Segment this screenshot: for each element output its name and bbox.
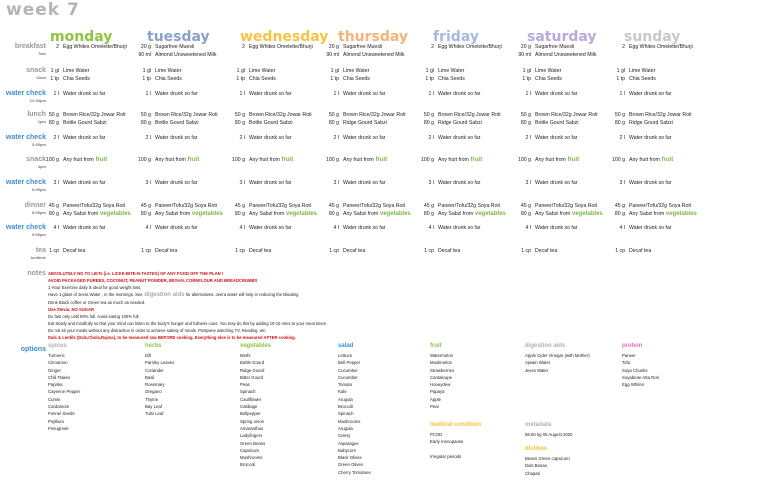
note-line: AVOID PACKAGED PUREES, COCONUT, PEANUT POWDER, BESAN, CORNFLOUR AND BREADCRUMBS	[48, 278, 258, 283]
option-item: Asparagus	[338, 440, 359, 446]
option-item: Spring onion	[240, 418, 265, 424]
option-item: Broccoli	[338, 404, 354, 410]
option-item: Jeera Water	[525, 367, 549, 373]
meal-cell: 50 g Brown Rice/32g Jowar Roti 80 g Bottle Gourd Sabzi	[234, 112, 312, 126]
day-header-monday: monday	[50, 29, 113, 45]
option-item: Cabbage	[240, 404, 258, 410]
meal-cell: 1 l Water drunk so far	[525, 91, 578, 97]
meal-cell: 1 gl Lime Water 1 tp Chia Seeds	[425, 68, 465, 82]
meal-cell: 1 l Water drunk so far	[333, 91, 386, 97]
note-line: 1 Hour Exercise daily is ideal for good weight loss.	[48, 285, 142, 290]
row-label: water check 3:30pm	[5, 134, 46, 147]
option-item: Green Olives	[338, 462, 364, 468]
meal-cell: 50 g Brown Rice/32g Jowar Roti 80 g Ridge Gourd Sabzi	[423, 112, 501, 126]
option-item: Cinnamon	[48, 360, 68, 366]
option-item: Arugula	[338, 425, 353, 431]
option-item: Honeydew	[430, 382, 451, 388]
meal-cell: 1 cp Decaf tea	[424, 248, 461, 254]
row-label: water check 9:00pm	[5, 224, 46, 237]
meal-cell: 3 l Water drunk so far	[53, 180, 106, 186]
option-item: Spinach	[338, 411, 354, 417]
meal-cell: 3 l Water drunk so far	[239, 180, 292, 186]
option-item: Chapati	[525, 470, 540, 476]
meal-cell: 45 g Paneer/Tofu/32g Soya Roti 80 g Any Sabzi from vegetables	[140, 203, 223, 217]
option-item: Kale	[338, 389, 347, 395]
option-item: Cumin	[48, 396, 61, 402]
option-item: PCOD	[430, 432, 443, 437]
meal-cell: 50 g Brown Rice/32g Jowar Roti 80 g Ridge Gourd Sabzi	[614, 112, 692, 126]
option-section-title: vegetables	[240, 343, 272, 349]
meal-cell: 1 cp Decaf tea	[329, 248, 366, 254]
meal-cell: 50 g Brown Rice/32g Jowar Roti 80 g Bottle Gourd Sabzi	[48, 112, 126, 126]
option-section-title: herbs	[145, 343, 162, 349]
meal-cell: 2 Egg Whites Omelette/Bhurji	[56, 44, 127, 50]
row-label: dinner 8:00pm	[24, 202, 46, 215]
meal-cell: 45 g Paneer/Tofu/32g Soya Roti 80 g Any Sabzi from vegetables	[614, 203, 697, 217]
option-item: Psyllium	[48, 418, 64, 424]
meal-cell: 45 g Paneer/Tofu/32g Soya Roti 80 g Any Sabzi from vegetables	[520, 203, 603, 217]
notes-block	[48, 270, 368, 341]
meal-cell: 1 gl Lime Water 1 tp Chia Seeds	[236, 68, 276, 82]
option-list	[240, 352, 265, 469]
meal-cell: 4 l Water drunk so far	[333, 225, 386, 231]
notes-label: notes	[27, 270, 46, 277]
meal-cell: 50 g Brown Rice/32g Jowar Roti 80 g Bottle Gourd Sabzi	[520, 112, 598, 126]
option-item: Mushrooms	[338, 418, 361, 424]
meal-cell: 2 l Water drunk so far	[333, 135, 386, 141]
meal-cell: 1 gl Lime Water 1 tp Chia Seeds	[50, 68, 90, 82]
option-item: Paprika	[48, 382, 63, 388]
option-item: Ginger	[48, 367, 61, 373]
option-item: Watermelon	[430, 353, 454, 358]
option-section-title: digestion aids	[525, 343, 566, 349]
option-list	[430, 352, 454, 410]
meal-cell: 4 l Water drunk so far	[145, 225, 198, 231]
row-label: snack 4pm	[26, 156, 46, 169]
option-item: Cayenne Pepper	[48, 389, 81, 395]
option-item: Ajwain Water	[525, 360, 551, 366]
option-item: Methi	[240, 353, 251, 358]
meal-cell: 45 g Paneer/Tofu/32g Soya Roti 80 g Any Sabzi from vegetables	[48, 203, 131, 217]
meal-cell: 45 g Paneer/Tofu/32g Soya Roti 80 g Any Sabzi from vegetables	[423, 203, 506, 217]
meal-cell: 4 l Water drunk so far	[619, 225, 672, 231]
option-item: Dill	[145, 353, 151, 358]
day-header-friday: friday	[433, 29, 479, 45]
meal-cell: 100 g Any fruit from fruit	[46, 157, 108, 163]
option-section-title: metadata	[525, 422, 552, 428]
option-list	[622, 352, 659, 388]
meal-cell: 1 gl Lime Water 1 tp Chia Seeds	[330, 68, 370, 82]
week-title: week 7	[6, 0, 80, 20]
option-item: Spinach	[240, 389, 256, 395]
option-item: Dals Besan	[525, 463, 547, 469]
option-list	[338, 352, 371, 476]
option-item: Fennel Seeds	[48, 411, 75, 417]
meal-cell: 20 g Sugarfree Muesli 90 ml Almond Unsweetened Milk	[138, 44, 217, 58]
note-line: Do not sit your meals without any distraction in order to achieve satiety of meals. Postpone watching TV, Reading, etc.	[48, 328, 267, 333]
option-item: Thyme	[145, 396, 159, 402]
option-item: Mushrooms	[240, 455, 263, 461]
meal-cell: 1 gl Lime Water 1 tp Chia Seeds	[142, 68, 182, 82]
option-item: Black Olives	[338, 455, 362, 461]
meal-cell: 1 l Water drunk so far	[145, 91, 198, 97]
option-item: Ridge Gourd	[240, 367, 265, 373]
meal-cell: 100 g Any fruit from fruit	[232, 157, 294, 163]
row-label: tea bedtime	[30, 247, 46, 260]
option-item: Bay Leaf	[145, 404, 162, 410]
meal-cell: 3 l Water drunk so far	[333, 180, 386, 186]
option-item: Egg Whites	[622, 382, 644, 388]
row-label: breakfast 7am	[14, 43, 46, 56]
option-item: 58.60 kg 05 August 2020	[525, 432, 573, 437]
meal-cell: 2 l Water drunk so far	[53, 135, 106, 141]
option-section-title: salad	[338, 343, 354, 349]
option-item: Apple Cider Vinegar (with Mother)	[525, 353, 590, 358]
option-list	[525, 431, 573, 438]
note-line: ABSOLUTELY NO TO LIETs (i.e. LICKE-BITE-N-TASTES) OF ANY FOOD OFF THE PLAN !	[48, 271, 224, 276]
option-item: Broccoli	[240, 462, 256, 468]
meal-cell: 1 l Water drunk so far	[428, 91, 481, 97]
meal-cell: 1 l Water drunk so far	[239, 91, 292, 97]
meal-cell: 2 l Water drunk so far	[525, 135, 578, 141]
day-header-wednesday: wednesday	[240, 29, 329, 45]
meal-cell: 2 l Water drunk so far	[145, 135, 198, 141]
option-item: Soya Chunks	[622, 367, 648, 373]
meal-cell: 100 g Any fruit from fruit	[421, 157, 483, 163]
option-item: Cauliflower	[240, 396, 262, 402]
options-label: options	[20, 346, 46, 353]
meal-cell: 2 l Water drunk so far	[619, 135, 672, 141]
meal-cell: 20 g Sugarfree Muesli 90 ml Almond Unsweetened Milk	[326, 44, 405, 58]
option-list	[525, 455, 570, 477]
option-item: Oregano	[145, 389, 162, 395]
option-item: Basil	[145, 374, 155, 380]
meal-cell: 50 g Brown Rice/32g Jowar Roti 80 g Ridge Gourd Sabzi	[328, 112, 406, 126]
option-item: Cherry Tomatoes	[338, 469, 371, 475]
option-list	[525, 352, 590, 374]
meal-cell: 2 Egg Whites Omelette/Bhurji	[242, 44, 313, 50]
meal-cell: 100 g Any fruit from fruit	[326, 157, 388, 163]
meal-cell: 45 g Paneer/Tofu/32g Soya Roti 80 g Any Sabzi from vegetables	[234, 203, 317, 217]
option-item: Ladyfingers	[240, 433, 263, 439]
meal-cell: 3 l Water drunk so far	[145, 180, 198, 186]
day-header-thursday: thursday	[338, 29, 409, 45]
option-item: Tulsi Leaf	[145, 411, 164, 417]
day-header-tuesday: tuesday	[147, 29, 210, 45]
day-header-saturday: saturday	[527, 29, 597, 45]
note-line: Use Stevia. NO SUGAR	[48, 307, 95, 312]
meal-cell: 4 l Water drunk so far	[53, 225, 106, 231]
option-item: Rosemary	[145, 382, 165, 388]
option-item: Irregular periods	[430, 453, 462, 459]
meal-cell: 1 cp Decaf tea	[49, 248, 86, 254]
meal-cell: 4 l Water drunk so far	[239, 225, 292, 231]
note-line: Drink Black coffee or Green tea as much as needed.	[48, 300, 146, 305]
option-item: Capsicum	[240, 447, 260, 453]
meal-cell: 100 g Any fruit from fruit	[612, 157, 674, 163]
option-item: Strawberries	[430, 367, 455, 373]
option-section-title: protein	[622, 343, 643, 349]
option-item: Parsley Leaves	[145, 360, 175, 366]
meal-cell: 1 cp Decaf tea	[235, 248, 272, 254]
meal-cell: 50 g Brown Rice/32g Jowar Roti 80 g Bottle Gourd Sabzi	[140, 112, 218, 126]
option-list	[48, 352, 80, 432]
option-item: Paneer	[622, 353, 636, 358]
meal-cell: 2 l Water drunk so far	[239, 135, 292, 141]
option-section-title: dislikes	[525, 446, 548, 452]
option-item	[430, 446, 463, 453]
option-item: Apple	[430, 396, 441, 402]
option-item: Early menopause	[430, 439, 464, 445]
option-item: Cardamom	[48, 404, 70, 410]
meal-cell: 2 Egg Whites Omelette/Bhurji	[622, 44, 693, 50]
option-item: Arugula	[338, 396, 353, 402]
meal-cell: 3 l Water drunk so far	[525, 180, 578, 186]
option-item: Beans Green capsicum	[525, 456, 570, 461]
option-item: Cucumber	[338, 367, 358, 373]
option-item: Pear	[430, 404, 440, 410]
meal-cell: 3 l Water drunk so far	[428, 180, 481, 186]
option-item: Green Beans	[240, 440, 266, 446]
meal-cell: 4 l Water drunk so far	[428, 225, 481, 231]
option-item: Cucumber	[338, 374, 358, 380]
row-label: snack 11am	[26, 67, 46, 80]
option-item: Bottle Gourd	[240, 360, 265, 366]
meal-cell: 100 g Any fruit from fruit	[138, 157, 200, 163]
option-item: Papaya	[430, 389, 445, 395]
meal-cell: 1 l Water drunk so far	[619, 91, 672, 97]
option-item: Coriander	[145, 367, 164, 373]
meal-cell: 1 l Water drunk so far	[53, 91, 106, 97]
note-line: Eat slowly and mindfully so that your mind can listen to the body's hunger and fullness cues. You may do this by adding 10-15 mins to your meal times.	[48, 321, 327, 326]
option-item: Turmeric	[48, 353, 65, 358]
meal-cell: 1 gl Lime Water 1 tp Chia Seeds	[616, 68, 656, 82]
option-item: Bell Pepper	[338, 360, 361, 366]
meal-cell: 2 Egg Whites Omelette/Bhurji	[431, 44, 502, 50]
option-item: Lettuce	[338, 353, 353, 358]
option-item: Chili Flakes	[48, 374, 71, 380]
option-item: Amaranthus	[240, 425, 264, 431]
meal-cell: 45 g Paneer/Tofu/32g Soya Roti 80 g Any Sabzi from vegetables	[328, 203, 411, 217]
option-item: Babycorn	[338, 447, 357, 453]
note-line: Dals & Lentils (Dals,Chola,Rajma), to be measured raw BEFORE cooking. Everything else is to be measured AFTER cooking.	[48, 335, 296, 340]
meal-cell: 100 g Any fruit from fruit	[518, 157, 580, 163]
meal-cell: 1 gl Lime Water 1 tp Chia Seeds	[522, 68, 562, 82]
option-list	[145, 352, 174, 418]
option-item: Celery	[338, 433, 351, 439]
option-item: Bitter Gourd	[240, 374, 264, 380]
meal-cell: 3 l Water drunk so far	[619, 180, 672, 186]
meal-cell: 1 cp Decaf tea	[615, 248, 652, 254]
option-item: Muskmelon	[430, 360, 452, 366]
note-line: Do fast only until 80% full. Avoid eating 100% full.	[48, 314, 140, 319]
meal-cell: 1 cp Decaf tea	[141, 248, 178, 254]
option-item: Tomato	[338, 382, 353, 388]
option-item: Peas	[240, 382, 250, 388]
option-section-title: medical condition	[430, 422, 482, 428]
day-header-sunday: sunday	[624, 29, 681, 45]
option-section-title: fruit	[430, 343, 442, 349]
note-line: Have 1 glass of Jeera Water , in the mornings. See digestion aids for alternatives. Jeera water will help in reducing the Bloating	[48, 292, 299, 298]
meal-cell: 2 l Water drunk so far	[428, 135, 481, 141]
row-label: water check 12:30pm	[5, 90, 46, 103]
row-label: lunch 1pm	[27, 111, 46, 124]
meal-cell: 1 cp Decaf tea	[521, 248, 558, 254]
meal-cell: 20 g Sugarfree Muesli 90 ml Almond Unsweetened Milk	[518, 44, 597, 58]
option-item: Fenugreek	[48, 425, 69, 431]
option-item: Soyabean Atta Roti	[622, 374, 659, 380]
option-item: Cantaloupe	[430, 374, 452, 380]
option-item: Tofu	[622, 360, 631, 366]
row-label: water check 6:00pm	[5, 179, 46, 192]
meal-cell: 4 l Water drunk so far	[525, 225, 578, 231]
option-item: Bellpepper	[240, 411, 261, 417]
option-section-title: spices	[48, 343, 67, 349]
option-list	[430, 431, 463, 460]
